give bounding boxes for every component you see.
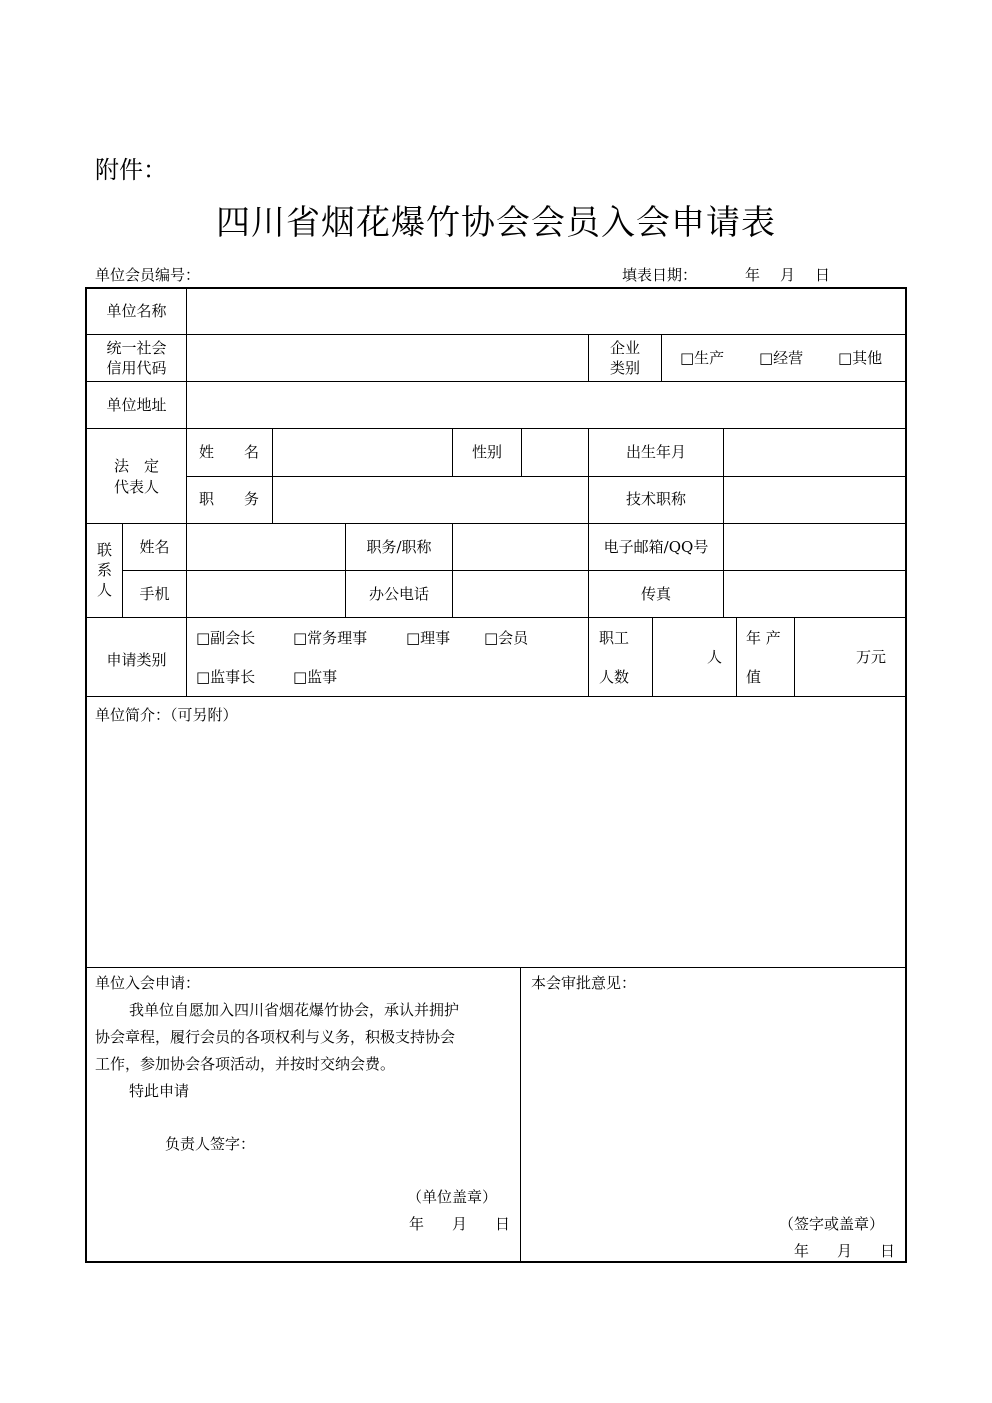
row-divider (86, 334, 906, 335)
join-date-month: 月 (452, 1215, 468, 1233)
credit-code-field[interactable] (188, 336, 587, 380)
col-divider (736, 617, 737, 696)
legal-rep-label-line2: 代表人 (113, 478, 159, 496)
col-divider (520, 967, 521, 1261)
contact-label-char2: 系 (96, 561, 112, 579)
unit-seal-label: （单位盖章） (407, 1188, 498, 1206)
unit-name-label: 单位名称 (106, 302, 167, 320)
legal-rep-name-field[interactable] (274, 430, 451, 475)
approval-title: 本会审批意见： (531, 974, 637, 992)
attachment-label: 附件： (95, 156, 167, 184)
mobile-field[interactable] (188, 572, 344, 616)
form-title: 四川省烟花爆竹协会会员入会申请表 (216, 203, 776, 243)
col-divider (661, 334, 662, 381)
legal-rep-position-field[interactable] (274, 478, 587, 522)
checkbox-chief-supervisor[interactable]: □监事长 (196, 668, 256, 686)
join-text-line4: 特此申请 (129, 1082, 190, 1100)
row-divider (86, 696, 906, 697)
staff-count-unit: 人 (707, 648, 723, 666)
address-label: 单位地址 (106, 396, 167, 414)
approval-date (794, 1241, 895, 1261)
duty-title-field[interactable] (454, 525, 587, 569)
enterprise-type-label-line1: 企业 (609, 339, 640, 357)
annual-output-unit: 万元 (856, 648, 887, 666)
staff-count-label-line1: 职工 (599, 629, 630, 647)
col-divider (521, 428, 522, 476)
address-field[interactable] (188, 383, 904, 427)
fill-date-label: 填表日期： (622, 266, 698, 284)
fill-date (622, 264, 830, 285)
fill-date-day: 日 (815, 266, 831, 284)
credit-code-label-line1: 统一社会 (106, 339, 167, 357)
join-text-line1: 我单位自愿加入四川省烟花爆竹协会，承认并拥护 (129, 1001, 460, 1019)
row-divider (86, 381, 906, 382)
approval-date-month: 月 (837, 1242, 853, 1260)
credit-code-label-line2: 信用代码 (106, 359, 167, 377)
join-date-year: 年 (409, 1215, 425, 1233)
checkbox-supervisor[interactable]: □监事 (293, 668, 338, 686)
birth-field[interactable] (725, 430, 905, 475)
col-divider (186, 289, 187, 696)
col-divider (652, 617, 653, 696)
approval-field[interactable] (523, 995, 904, 1200)
gender-label: 性别 (471, 443, 502, 461)
join-text-line3: 工作，参加协会各项活动，并按时交纳会费。 (95, 1055, 396, 1073)
unit-intro-field[interactable] (88, 730, 904, 964)
tech-title-field[interactable] (725, 478, 905, 522)
fax-field[interactable] (725, 572, 905, 616)
checkbox-vice-president[interactable]: □副会长 (196, 629, 256, 647)
staff-count-label-line2: 人数 (599, 668, 630, 686)
fax-label: 传真 (640, 585, 671, 603)
tech-title-label: 技术职称 (625, 490, 686, 508)
legal-rep-position-label: 职 务 (199, 490, 260, 508)
sign-or-seal-label: （签字或盖章） (779, 1215, 885, 1233)
join-date (409, 1214, 510, 1234)
checkbox-director[interactable]: □理事 (406, 629, 451, 647)
checkbox-other[interactable]: □其他 (838, 349, 883, 367)
checkbox-business[interactable]: □经营 (759, 349, 804, 367)
join-application-title: 单位入会申请： (95, 974, 201, 992)
approval-date-day: 日 (880, 1242, 896, 1260)
row-divider (86, 428, 906, 429)
fill-date-month: 月 (780, 266, 796, 284)
approval-date-year: 年 (794, 1242, 810, 1260)
checkbox-production[interactable]: □生产 (680, 349, 725, 367)
office-phone-field[interactable] (454, 572, 587, 616)
col-divider (588, 428, 589, 696)
unit-name-field[interactable] (188, 290, 904, 333)
row-divider (86, 617, 906, 618)
col-divider (723, 428, 724, 617)
fill-date-year: 年 (745, 266, 761, 284)
checkbox-standing-director[interactable]: □常务理事 (293, 629, 368, 647)
contact-name-field[interactable] (188, 525, 344, 569)
legal-rep-name-label: 姓 名 (199, 443, 260, 461)
apply-type-label: 申请类别 (106, 651, 167, 669)
checkbox-member[interactable]: □会员 (484, 629, 529, 647)
row-divider (86, 523, 906, 524)
contact-label-char1: 联 (96, 541, 112, 559)
row-divider (122, 570, 906, 571)
col-divider (452, 523, 453, 617)
col-divider (794, 617, 795, 696)
email-qq-label: 电子邮箱/QQ号 (603, 538, 709, 556)
join-text-line2: 协会章程，履行会员的各项权利与义务，积极支持协会 (95, 1028, 456, 1046)
col-divider (272, 428, 273, 523)
office-phone-label: 办公电话 (368, 585, 429, 603)
mobile-label: 手机 (139, 585, 170, 603)
duty-title-label: 职务/职称 (366, 538, 432, 556)
email-qq-field[interactable] (725, 525, 905, 569)
annual-output-label-line2: 值 (746, 668, 762, 686)
contact-label-char3: 人 (96, 581, 112, 599)
gender-field[interactable] (523, 430, 587, 475)
row-divider (86, 967, 906, 968)
member-no-label: 单位会员编号： (95, 266, 201, 284)
annual-output-label-line1: 年 产 (746, 629, 781, 647)
enterprise-type-label-line2: 类别 (609, 359, 640, 377)
join-date-day: 日 (495, 1215, 511, 1233)
contact-name-label: 姓名 (139, 538, 170, 556)
row-divider (187, 476, 906, 477)
legal-rep-label-line1: 法 定 (113, 457, 159, 475)
unit-intro-label: 单位简介：（可另附） (95, 706, 238, 724)
birth-label: 出生年月 (625, 443, 686, 461)
signer-label: 负责人签字： (165, 1135, 256, 1153)
